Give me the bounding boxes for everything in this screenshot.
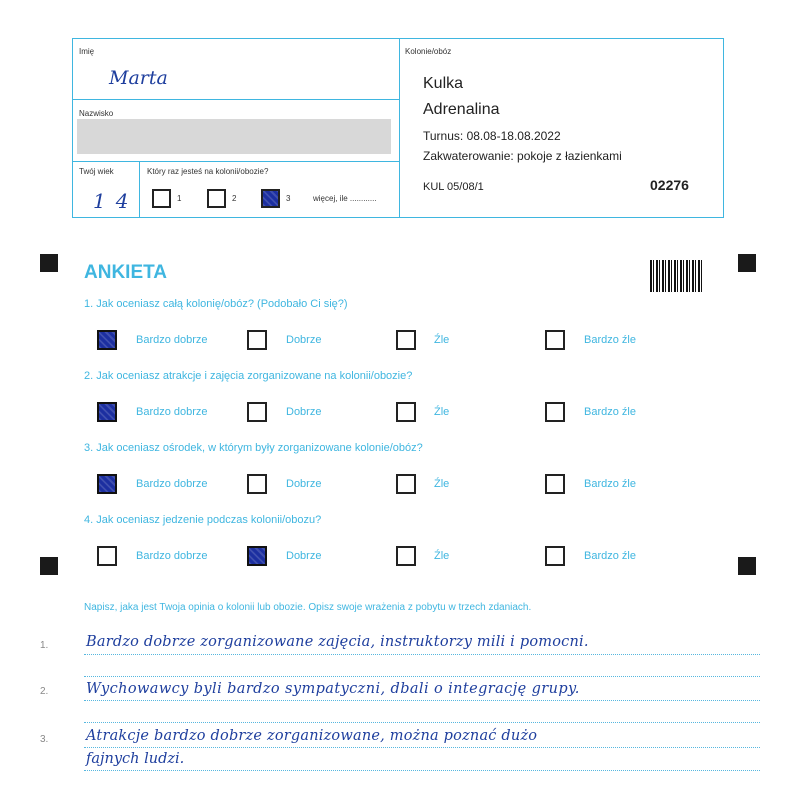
q3-zle-checkbox[interactable] — [396, 474, 416, 494]
line-number-3: 3. — [40, 734, 49, 745]
times-option-1-label: 1 — [177, 194, 182, 203]
q1-bardzo-zle-checkbox[interactable] — [545, 330, 565, 350]
q4-bardzo-dobrze-checkbox[interactable] — [97, 546, 117, 566]
q2-option-1-label: Bardzo dobrze — [136, 406, 208, 418]
opinion-line-1[interactable]: Bardzo dobrze zorganizowane zajęcia, instruktorzy mili i pomocni. — [86, 634, 589, 650]
q2-dobrze-checkbox[interactable] — [247, 402, 267, 422]
q3-bardzo-zle-checkbox[interactable] — [545, 474, 565, 494]
q3-option-3-label: Źle — [434, 478, 450, 490]
q4-option-1-label: Bardzo dobrze — [136, 550, 208, 562]
q4-option-4-label: Bardzo źle — [584, 550, 636, 562]
q2-option-2-label: Dobrze — [286, 406, 322, 418]
line-number-2: 2. — [40, 686, 49, 697]
name-label: Imię — [79, 47, 95, 56]
q3-option-2-label: Dobrze — [286, 478, 322, 490]
question-4-text: 4. Jak oceniasz jedzenie podczas kolonii/obozu? — [84, 514, 322, 526]
q1-dobrze-checkbox[interactable] — [247, 330, 267, 350]
survey-title: ANKIETA — [84, 262, 168, 283]
times-option-2-checkbox[interactable] — [207, 189, 226, 208]
camp-line-2: Adrenalina — [423, 101, 500, 118]
q3-bardzo-dobrze-checkbox[interactable] — [97, 474, 117, 494]
q4-zle-checkbox[interactable] — [396, 546, 416, 566]
age-value[interactable]: 14 — [93, 189, 139, 213]
times-more-label: więcej, ile ............ — [313, 194, 377, 203]
question-3-text: 3. Jak oceniasz ośrodek, w którym były zorganizowane kolonie/obóz? — [84, 442, 423, 454]
camp-code: KUL 05/08/1 — [423, 181, 484, 193]
opinion-line-3[interactable]: Atrakcje bardzo dobrze zorganizowane, można poznać dużo — [86, 728, 538, 744]
turnus-text: Turnus: 08.08-18.08.2022 — [423, 129, 561, 143]
writing-line-1 — [84, 654, 760, 655]
q1-bardzo-dobrze-checkbox[interactable] — [97, 330, 117, 350]
times-option-1-checkbox[interactable] — [152, 189, 171, 208]
writing-line-1b — [84, 676, 760, 677]
form-number: 02276 — [650, 177, 689, 193]
opinion-line-4[interactable]: fajnych ludzi. — [86, 751, 185, 767]
writing-line-3 — [84, 747, 760, 748]
times-label: Który raz jesteś na kolonii/obozie? — [147, 167, 269, 176]
line-number-1: 1. — [40, 640, 49, 651]
registration-marker-top-left — [40, 254, 58, 272]
opinion-prompt: Napisz, jaka jest Twoja opinia o kolonii lub obozie. Opisz swoje wrażenia z pobytu w trzech zdaniach. — [84, 602, 532, 613]
writing-line-2 — [84, 700, 760, 701]
q3-option-4-label: Bardzo źle — [584, 478, 636, 490]
q4-bardzo-zle-checkbox[interactable] — [545, 546, 565, 566]
registration-marker-top-right — [738, 254, 756, 272]
accommodation-text: Zakwaterowanie: pokoje z łazienkami — [423, 149, 622, 163]
camp-line-1: Kulka — [423, 75, 464, 92]
surname-label: Nazwisko — [79, 109, 114, 118]
barcode-icon — [650, 260, 703, 292]
q4-dobrze-checkbox[interactable] — [247, 546, 267, 566]
times-option-3-checkbox[interactable] — [261, 189, 280, 208]
q2-bardzo-zle-checkbox[interactable] — [545, 402, 565, 422]
question-2-text: 2. Jak oceniasz atrakcje i zajęcia zorganizowane na kolonii/obozie? — [84, 370, 413, 382]
times-option-3-label: 3 — [286, 194, 291, 203]
registration-marker-bottom-right — [738, 557, 756, 575]
q2-zle-checkbox[interactable] — [396, 402, 416, 422]
q1-option-4-label: Bardzo źle — [584, 334, 636, 346]
camp-label: Kolonie/obóz — [405, 47, 452, 56]
q1-zle-checkbox[interactable] — [396, 330, 416, 350]
name-value[interactable]: Marta — [109, 67, 168, 89]
header-form — [72, 38, 724, 218]
q2-option-3-label: Źle — [434, 406, 450, 418]
q1-option-1-label: Bardzo dobrze — [136, 334, 208, 346]
q4-option-2-label: Dobrze — [286, 550, 322, 562]
surname-redacted — [77, 119, 391, 154]
q2-bardzo-dobrze-checkbox[interactable] — [97, 402, 117, 422]
q2-option-4-label: Bardzo źle — [584, 406, 636, 418]
times-option-2-label: 2 — [232, 194, 237, 203]
question-1-text: 1. Jak oceniasz całą kolonię/obóz? (Podobało Ci się?) — [84, 298, 348, 310]
q1-option-3-label: Źle — [434, 334, 450, 346]
age-label: Twój wiek — [79, 167, 114, 176]
registration-marker-bottom-left — [40, 557, 58, 575]
writing-line-3b — [84, 770, 760, 771]
q3-dobrze-checkbox[interactable] — [247, 474, 267, 494]
opinion-line-2[interactable]: Wychowawcy byli bardzo sympatyczni, dbali o integrację grupy. — [86, 681, 580, 697]
q4-option-3-label: Źle — [434, 550, 450, 562]
writing-line-2b — [84, 722, 760, 723]
q1-option-2-label: Dobrze — [286, 334, 322, 346]
q3-option-1-label: Bardzo dobrze — [136, 478, 208, 490]
